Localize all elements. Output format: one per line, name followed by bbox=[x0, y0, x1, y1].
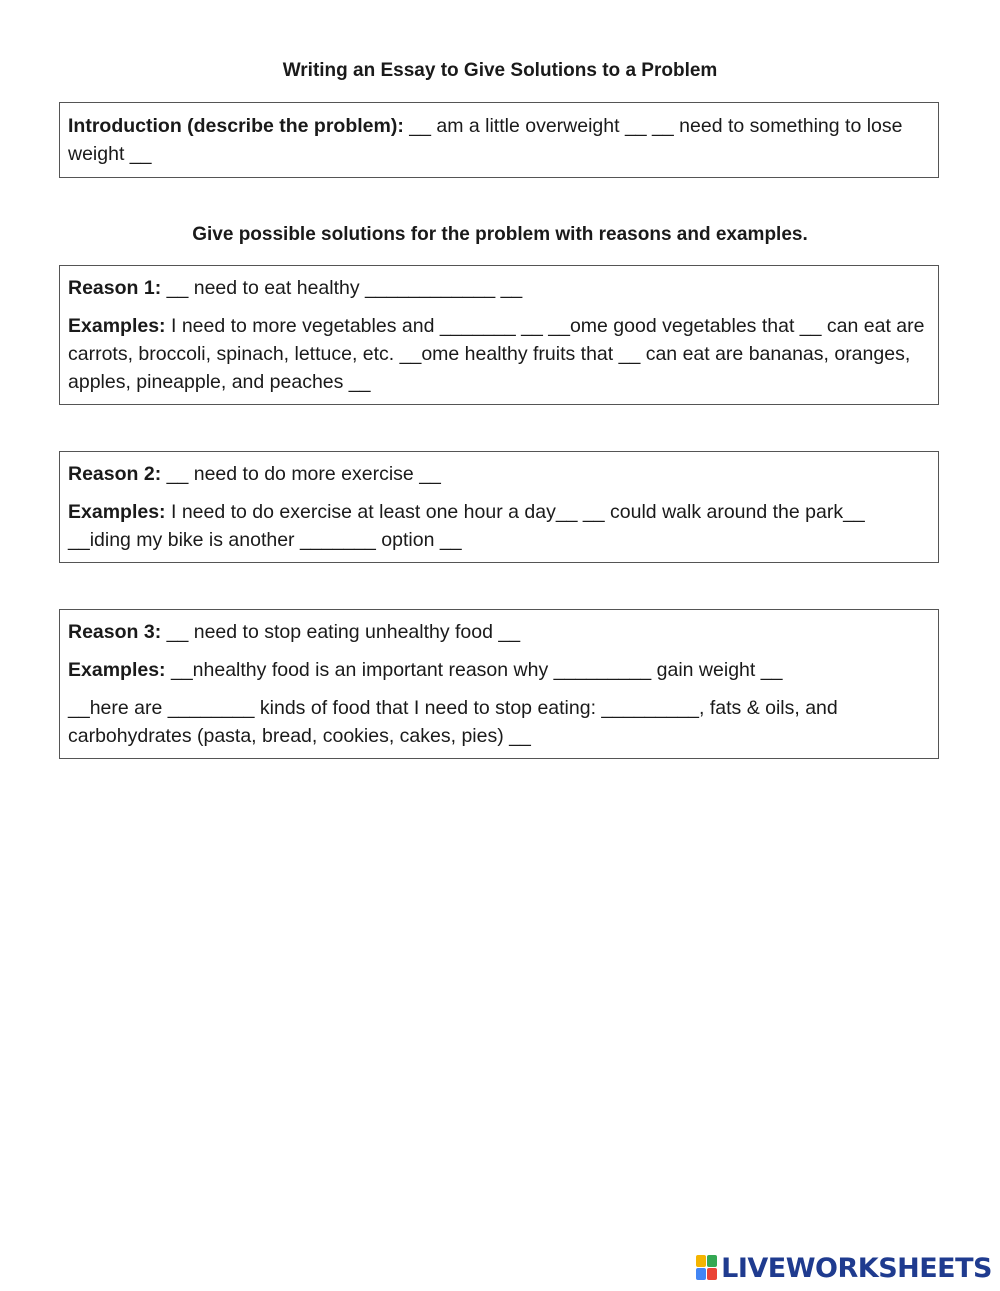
reason-1-examples-text: I need to more vegetables and _______ __ __ome good vegetables that __ can eat are carrots, broccoli, spinach, lettuce, etc. __ome healthy fruits that __ can eat are bananas, oranges, apples, pineapple, and peaches __ bbox=[68, 315, 925, 393]
worksheet-title: Writing an Essay to Give Solutions to a Problem bbox=[282, 60, 718, 81]
reason-1-examples bbox=[68, 312, 930, 396]
reason-3-text: __ need to stop eating unhealthy food __ bbox=[161, 621, 521, 643]
logo-block-red bbox=[707, 1268, 717, 1280]
reason-1-text: __ need to eat healthy ____________ __ bbox=[161, 277, 523, 299]
reason-2-examples-label: Examples: bbox=[68, 501, 166, 523]
solutions-subtitle: Give possible solutions for the problem with reasons and examples. bbox=[192, 224, 808, 245]
reason-1-line bbox=[68, 274, 930, 302]
reason-1-box bbox=[59, 265, 939, 405]
reason-1-examples-label: Examples: bbox=[68, 315, 166, 337]
introduction-label: Introduction (describe the problem): bbox=[68, 115, 404, 137]
introduction-box bbox=[59, 102, 939, 178]
logo-blocks-icon bbox=[696, 1255, 718, 1281]
reason-2-text: __ need to do more exercise __ bbox=[161, 463, 441, 485]
reason-3-box bbox=[59, 609, 939, 759]
logo-block-yellow bbox=[696, 1255, 706, 1267]
introduction-paragraph bbox=[68, 112, 930, 168]
reason-2-label: Reason 2: bbox=[68, 463, 162, 485]
liveworksheets-logo bbox=[696, 1253, 992, 1283]
reason-3-extra-text: __here are ________ kinds of food that I need to stop eating: _________, fats & oils, and carbohydrates (pasta, bread, cookies, cakes, pies) __ bbox=[68, 697, 838, 747]
reason-3-examples-text: __nhealthy food is an important reason why _________ gain weight __ bbox=[165, 659, 783, 681]
logo-block-blue bbox=[696, 1268, 706, 1280]
introduction-text: __ am a little overweight __ __ need to something to lose weight __ bbox=[68, 115, 903, 165]
reason-3-extra bbox=[68, 694, 930, 750]
reason-3-line bbox=[68, 618, 930, 646]
reason-2-box bbox=[59, 451, 939, 563]
reason-3-examples bbox=[68, 656, 930, 684]
reason-2-line bbox=[68, 460, 930, 488]
reason-3-examples-label: Examples: bbox=[68, 659, 166, 681]
reason-1-label: Reason 1: bbox=[68, 277, 162, 299]
reason-3-label: Reason 3: bbox=[68, 621, 162, 643]
logo-text: LIVEWORKSHEETS bbox=[721, 1252, 992, 1284]
reason-2-examples-text: I need to do exercise at least one hour a day__ __ could walk around the park__ __iding my bike is another _______ option __ bbox=[68, 501, 865, 551]
reason-2-examples bbox=[68, 498, 930, 554]
logo-block-green bbox=[707, 1255, 717, 1267]
